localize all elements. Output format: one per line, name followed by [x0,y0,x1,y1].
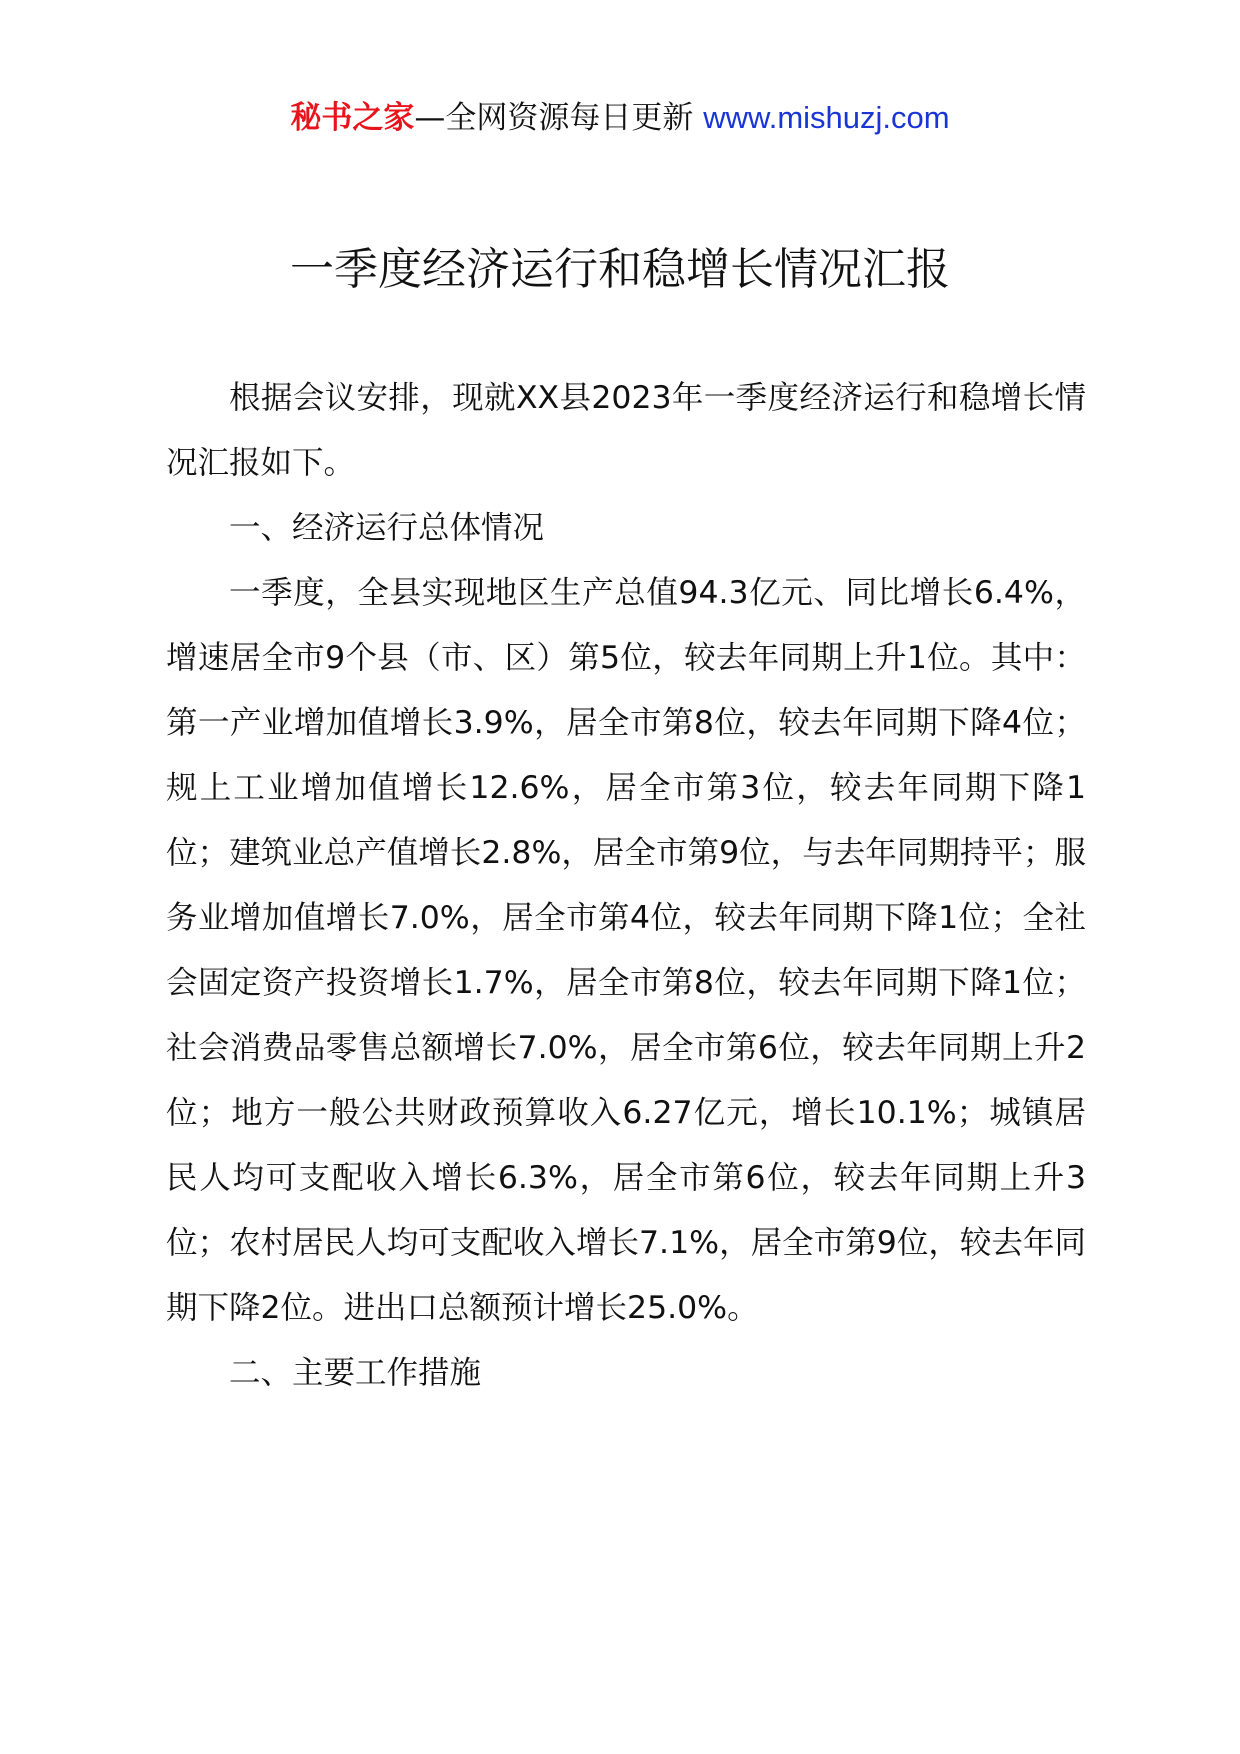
site-header [0,98,1240,138]
site-url-link[interactable]: www.mishuzj.com [703,100,950,135]
document-title: 一季度经济运行和稳增长情况汇报 [290,244,950,295]
section-heading-1: 一、经济运行总体情况 [229,510,545,546]
section-heading-2: 二、主要工作措施 [229,1355,482,1391]
intro-paragraph: 根据会议安排，现就XX县2023年一季度经济运行和稳增长情况汇报如下。 [166,380,1086,481]
document-body [166,366,1086,1406]
brand-name: 秘书之家 [290,100,415,136]
header-slogan: —全网资源每日更新 [414,100,704,136]
section-1-paragraph: 一季度，全县实现地区生产总值94.3亿元、同比增长6.4%，增速居全市9个县（市、区）第5位，较去年同期上升1位。其中：第一产业增加值增长3.9%，居全市第8位，较去年同期下降4位；规上工业增加值增长12.6%，居全市第3位，较去年同期下降1位；建筑业总产值增长2.8%，居全市第9位，与去年同期持平；服务业增加值增长7.0%，居全市第4位，较去年同期下降1位；全社会固定资产投资增长1.7%，居全市第8位，较去年同期下降1位；社会消费品零售总额增长7.0%，居全市第6位，较去年同期上升2位；地方一般公共财政预算收入6.27亿元，增长10.1%；城镇居民人均可支配收入增长6.3%，居全市第6位，较去年同期上升3位；农村居民人均可支配收入增长7.1%，居全市第9位，较去年同期下降2位。进出口总额预计增长25.0%。 [166,575,1086,1326]
